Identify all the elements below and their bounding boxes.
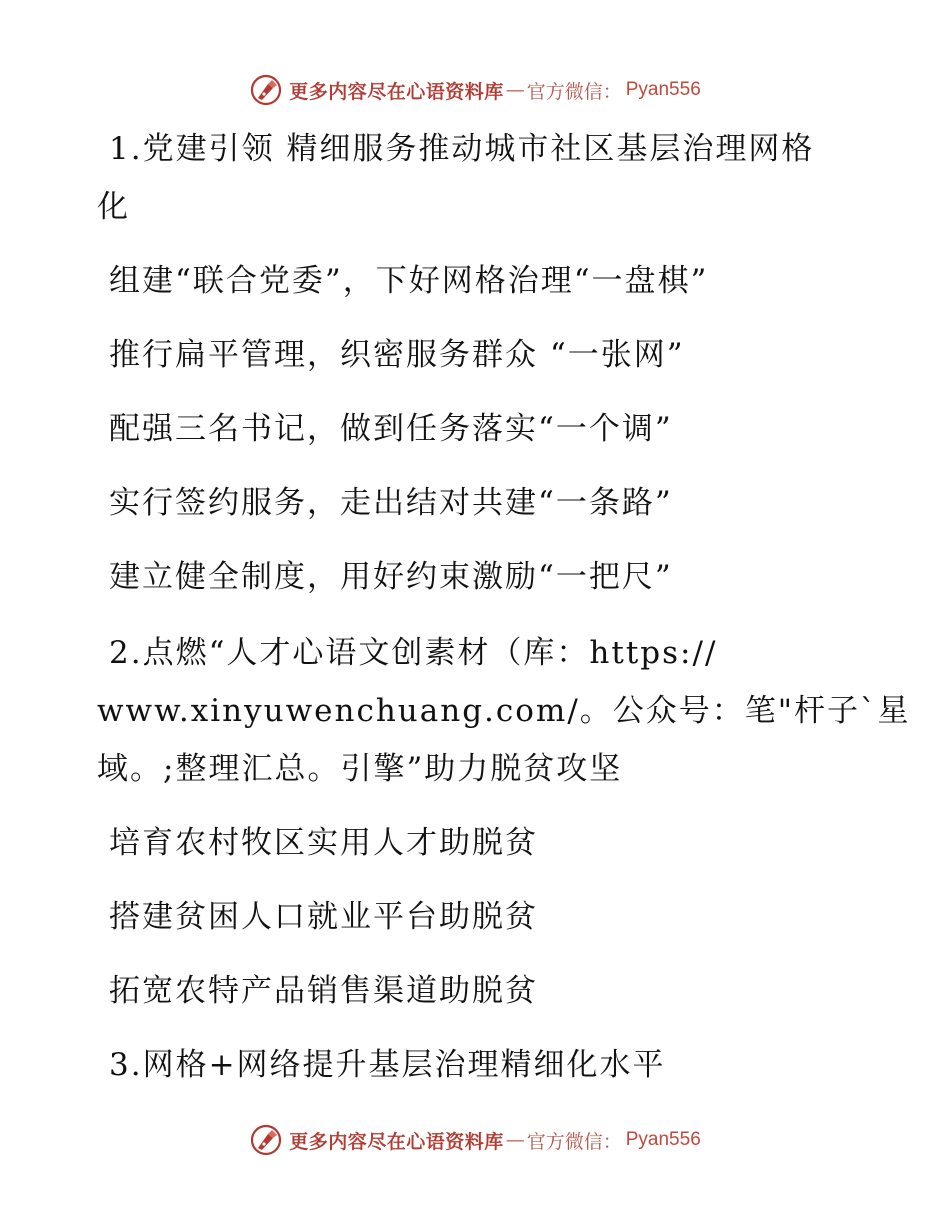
heading-2-continuation: www.xinyuwenchuang.com/。公众号：笔"杆子`星 bbox=[97, 693, 911, 729]
document-body bbox=[97, 120, 911, 1094]
watermark-brand: 更多内容尽在心语资料库 bbox=[289, 80, 504, 103]
list-item: 拓宽农特产品销售渠道助脱贫 bbox=[109, 973, 538, 1009]
heading-2: 2.点燃“人才心语文创素材（库：https:// bbox=[109, 635, 718, 671]
watermark-separator: — bbox=[505, 79, 525, 101]
list-item: 建立健全制度，用好约束激励“一把尺” bbox=[109, 559, 673, 595]
watermark-separator: — bbox=[505, 1129, 525, 1151]
list-item: 推行扁平管理，织密服务群众 “一张网” bbox=[109, 337, 685, 373]
watermark-brand: 更多内容尽在心语资料库 bbox=[289, 1130, 504, 1153]
watermark-official-label: 官方微信： bbox=[526, 80, 622, 103]
list-item: 配强三名书记，做到任务落实“一个调” bbox=[109, 411, 673, 447]
heading-1: 1.党建引领 精细服务推动城市社区基层治理网格 bbox=[109, 131, 815, 167]
pen-nib-logo-icon bbox=[249, 73, 283, 107]
header-watermark bbox=[0, 70, 950, 110]
heading-3: 3.网格+网络提升基层治理精细化水平 bbox=[109, 1047, 666, 1083]
watermark-official-label: 官方微信： bbox=[526, 1130, 622, 1153]
pen-nib-logo-icon bbox=[249, 1123, 283, 1157]
list-item: 培育农村牧区实用人才助脱贫 bbox=[109, 825, 538, 861]
watermark-wechat-id: Pyan556 bbox=[625, 79, 701, 100]
watermark-wechat-id: Pyan556 bbox=[625, 1129, 701, 1150]
heading-2-continuation: 域。;整理汇总。引擎”助力脱贫攻坚 bbox=[97, 751, 623, 787]
list-item: 组建“联合党委”，下好网格治理“一盘棋” bbox=[109, 263, 709, 299]
heading-1-continuation: 化 bbox=[97, 189, 130, 225]
list-item: 实行签约服务，走出结对共建“一条路” bbox=[109, 485, 673, 521]
footer-watermark bbox=[0, 1120, 950, 1160]
list-item: 搭建贫困人口就业平台助脱贫 bbox=[109, 899, 538, 935]
